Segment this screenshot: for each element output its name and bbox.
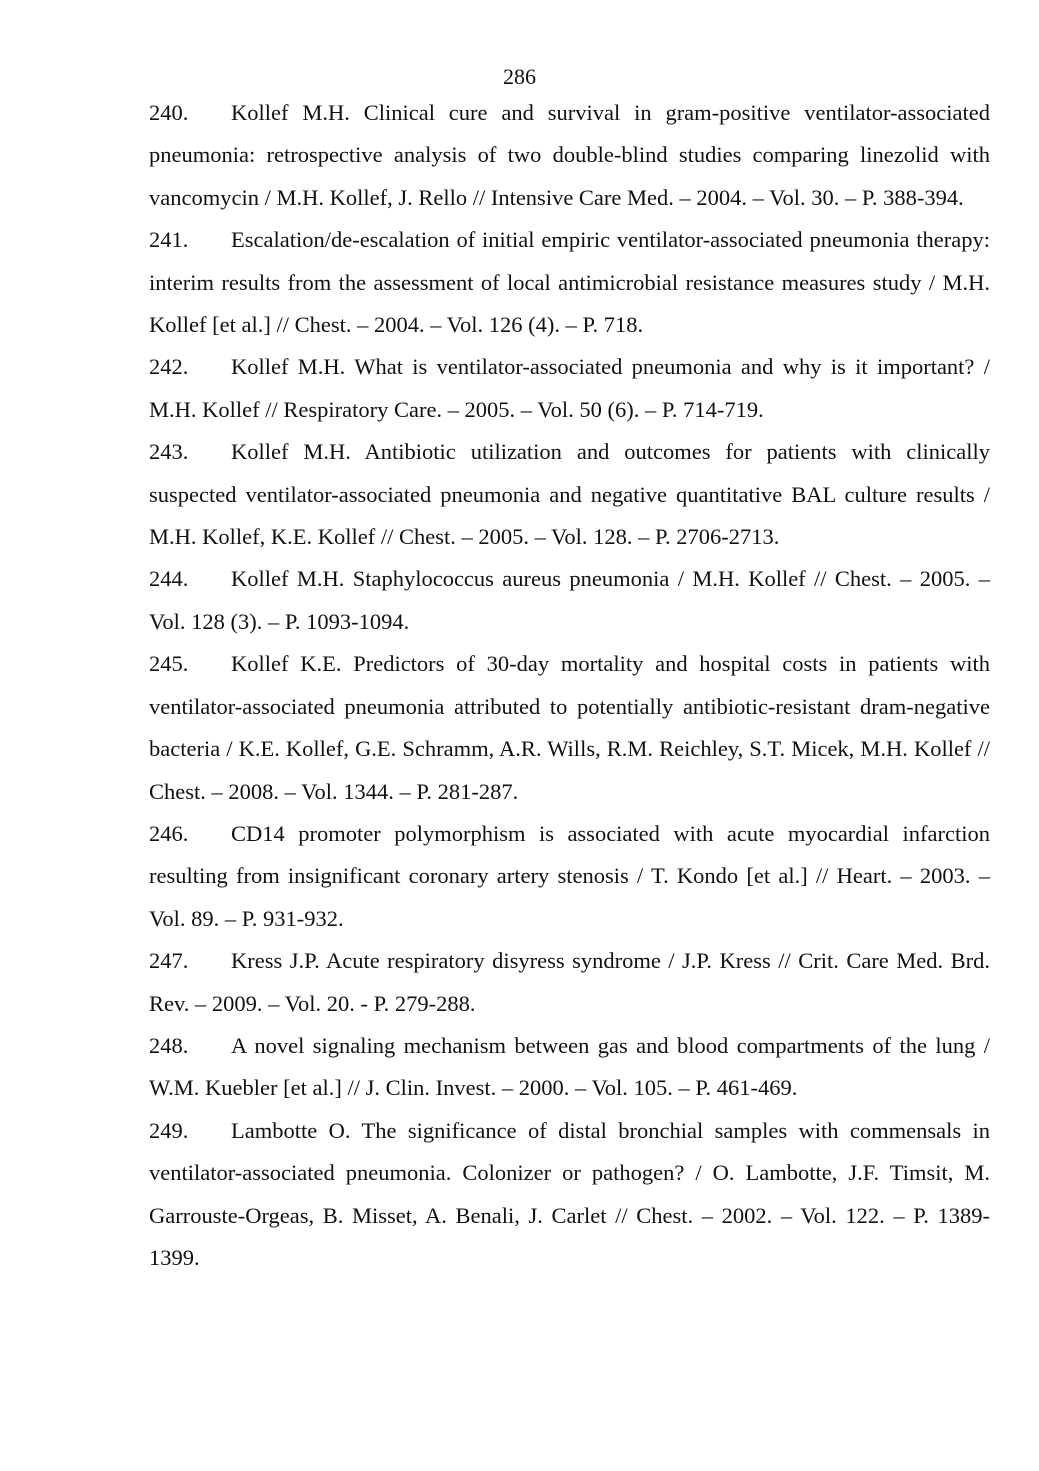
reference-entry-245: [149, 643, 990, 813]
reference-entry-247: [149, 940, 990, 1025]
reference-entry-240: [149, 92, 990, 219]
page-number: 286: [503, 64, 536, 89]
reference-number: 244.: [149, 566, 189, 592]
reference-text: Lambotte O. The significance of distal bronchial samples with commensals in ventilator-associated pneumonia. Colonizer or pathogen? / O. Lambotte, J.F. Timsit, M. Garrouste-Orgeas, B. Misset, A. Benali, J. Carlet // Chest. – 2002. – Vol. 122. – P. 1389-1399.: [149, 1117, 990, 1270]
reference-list: [149, 92, 990, 1279]
reference-text: Escalation/de-escalation of initial empiric ventilator-associated pneumonia therapy: interim results from the assessment of local antimicrobial resistance measures study / M.H. Kollef [et al.] // Chest. – 2004. – Vol. 126 (4). – P. 718.: [149, 227, 990, 338]
reference-text: A novel signaling mechanism between gas and blood compartments of the lung / W.M. Kuebler [et al.] // J. Clin. Invest. – 2000. – Vol. 105. – P. 461-469.: [149, 1032, 990, 1101]
reference-text: Kollef M.H. Clinical cure and survival in gram-positive ventilator-associated pneumonia: retrospective analysis of two double-blind studies comparing linezolid with vancomycin / M.H. Kollef, J. Rello // Intensive Care Med. – 2004. – Vol. 30. – P. 388-394.: [149, 100, 990, 210]
reference-number: 246.: [149, 820, 189, 846]
reference-number: 241.: [149, 227, 189, 253]
reference-entry-241: [149, 219, 990, 346]
reference-number: 240.: [149, 100, 189, 125]
reference-text: Kress J.P. Acute respiratory disyress syndrome / J.P. Kress // Crit. Care Med. Brd. Rev. – 2009. – Vol. 20. - P. 279-288.: [149, 948, 990, 1016]
reference-entry-244: [149, 558, 990, 643]
reference-text: Kollef M.H. Staphylococcus aureus pneumonia / M.H. Kollef // Chest. – 2005. – Vol. 128 (3). – P. 1093-1094.: [149, 566, 990, 634]
reference-number: 243.: [149, 439, 189, 465]
reference-number: 247.: [149, 948, 189, 974]
reference-number: 245.: [149, 651, 189, 677]
reference-text: Kollef K.E. Predictors of 30-day mortality and hospital costs in patients with ventilator-associated pneumonia attributed to potentially antibiotic-resistant dram-negative bacteria / K.E. Kollef, G.E. Schramm, A.R. Wills, R.M. Reichley, S.T. Micek, M.H. Kollef // Chest. – 2008. – Vol. 1344. – P. 281-287.: [149, 651, 990, 804]
reference-number: 242.: [149, 354, 189, 380]
reference-text: CD14 promoter polymorphism is associated with acute myocardial infarction resulting from insignificant coronary artery stenosis / T. Kondo [et al.] // Heart. – 2003. – Vol. 89. – P. 931-932.: [149, 820, 990, 931]
reference-number: 248.: [149, 1032, 189, 1058]
reference-entry-242: [149, 346, 990, 431]
reference-text: Kollef M.H. What is ventilator-associated pneumonia and why is it important? / M.H. Kollef // Respiratory Care. – 2005. – Vol. 50 (6). – P. 714-719.: [149, 354, 990, 422]
reference-entry-249: [149, 1110, 990, 1280]
reference-text: Kollef M.H. Antibiotic utilization and outcomes for patients with clinically suspected ventilator-associated pneumonia and negative quantitative BAL culture results / M.H. Kollef, K.E. Kollef // Chest. – 2005. – Vol. 128. – P. 2706-2713.: [149, 439, 990, 550]
reference-number: 249.: [149, 1117, 189, 1143]
reference-entry-246: [149, 813, 990, 940]
reference-entry-248: [149, 1025, 990, 1110]
reference-entry-243: [149, 431, 990, 558]
